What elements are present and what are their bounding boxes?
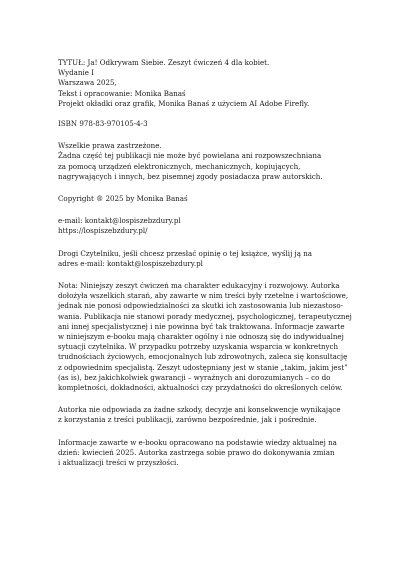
liability-line: z korzystania z treści publikacji, zarówno bezpośrednie, jak i pośrednie. (58, 415, 317, 425)
imprint-block (58, 58, 358, 109)
disclaimer-line: sytuacji czytelnika. W przypadku potrzeby uzyskania wsparcia w konkretnych (58, 342, 339, 352)
author-line: Tekst i opracowanie: Monika Banaś (58, 88, 186, 98)
disclaimer-line: ani innej specjalistycznej i nie powinna być tak traktowana. Informacje zawarte (58, 321, 345, 331)
rights-line: nagrywających i innych, bez pisemnej zgody posiadacza praw autorskich. (58, 171, 323, 181)
disclaimer-line: (as is), bez jakichkolwiek gwarancji – wyraźnych ani dorozumianych – co do (58, 372, 331, 382)
currency-note-line: Informacje zawarte w e-booku opracowano na podstawie wiedzy aktualnej na (58, 437, 337, 447)
reader-note-email-line[interactable]: adres e-mail: kontakt@lospiszebzdury.pl (58, 258, 203, 268)
rights-line: za pomocą urządzeń elektronicznych, mechanicznych, kopiujących, (58, 161, 301, 171)
place-year-line: Warszawa 2025, (58, 78, 117, 88)
edition-line: Wydanie I (58, 68, 95, 78)
disclaimer-line: jednak nie ponosi odpowiedzialności za skutki ich zastosowania lub niezastoso- (58, 301, 344, 311)
website-link[interactable]: https://lospiszebzdury.pl/ (58, 226, 148, 236)
reader-note-line: Drogi Czytelniku, jeśli chcesz przesłać opinię o tej książce, wyślij ją na (58, 248, 313, 258)
copyright-page (58, 58, 358, 468)
disclaimer-block (58, 281, 358, 393)
rights-heading: Wszelkie prawa zastrzeżone. (58, 141, 162, 151)
disclaimer-line: z odpowiednim specjalistą. Zeszyt udostępniany jest w stanie „takim, jakim jest” (58, 362, 348, 372)
copyright-line: Copyright ® 2025 by Monika Banaś (58, 194, 188, 204)
copyright-block (58, 194, 358, 204)
liability-line: Autorka nie odpowiada za żadne szkody, decyzje ani konsekwencje wynikające (58, 405, 341, 415)
disclaimer-line: wania. Publikacja nie stanowi porady medycznej, psychologicznej, terapeutycznej (58, 311, 352, 321)
contact-email-line[interactable]: e-mail: kontakt@lospiszebzdury.pl (58, 216, 181, 226)
disclaimer-line: Nota: Niniejszy zeszyt ćwiczeń ma charakter edukacyjny i rozwojowy. Autorka (58, 281, 340, 291)
disclaimer-line: trudnościach życiowych, emocjonalnych lub zdrowotnych, zaleca się konsultację (58, 352, 348, 362)
liability-block (58, 405, 358, 425)
rights-block (58, 141, 358, 182)
disclaimer-line: w niniejszym e-booku mają charakter ogólny i nie odnoszą się do indywidualnej (58, 332, 344, 342)
title-line: TYTUŁ: Ja! Odkrywam Siebie. Zeszyt ćwiczeń 4 dla kobiet. (58, 58, 270, 67)
rights-line: Żadna część tej publikacji nie może być powielana ani rozpowszechniana (58, 151, 322, 161)
contact-block (58, 216, 358, 236)
currency-note-line: dzień: kwiecień 2025. Autorka zastrzega sobie prawo do dokonywania zmian (58, 447, 335, 457)
disclaimer-line: dołożyła wszelkich starań, aby zawarte w nim treści były rzetelne i wartościowe, (58, 291, 349, 301)
reader-note-block (58, 249, 358, 269)
isbn-block (58, 119, 358, 129)
cover-credit-line: Projekt okładki oraz grafik, Monika Banaś z użyciem AI Adobe Firefly. (58, 98, 310, 108)
isbn-line: ISBN 978-83-970105-4-3 (58, 119, 148, 129)
disclaimer-line: kompletności, dokładności, aktualności czy przydatności do określonych celów. (58, 383, 343, 393)
currency-note-block (58, 438, 358, 469)
currency-note-line: i aktualizacji treści w przyszłości. (58, 458, 179, 468)
